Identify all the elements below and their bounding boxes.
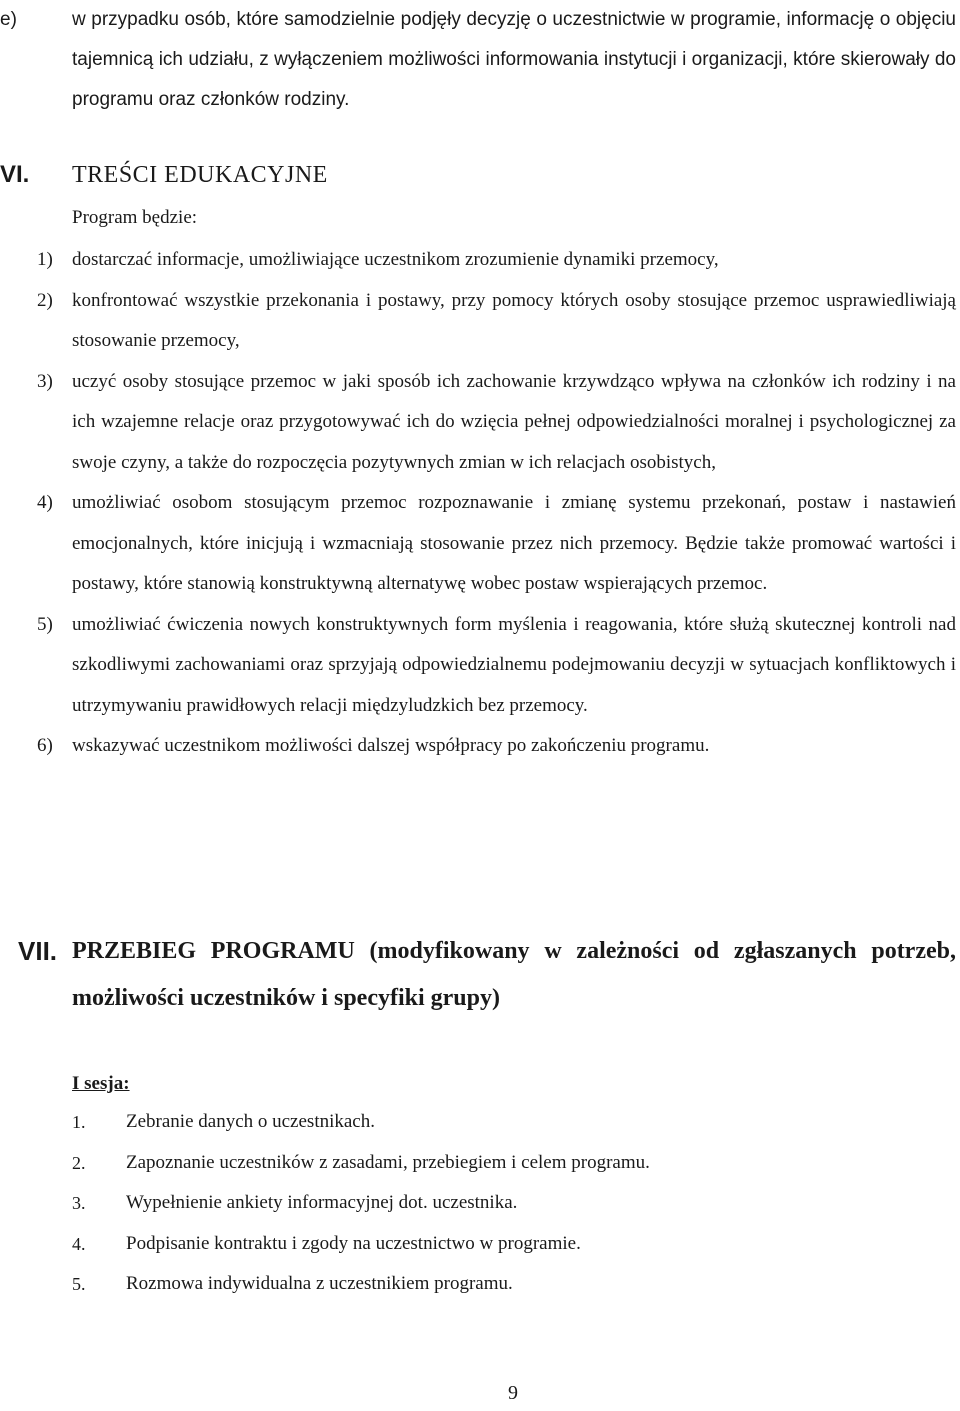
- list-item-text: umożliwiać osobom stosującym przemoc rozpoznawanie i zmianę systemu przekonań, postaw i nastawień emocjonalnych, które inicjują i wzmacniają stosowanie przez nich przemocy. Będzie także promować wartości i postawy, które stanowią konstruktywną alternatywę wobec postaw wspierających przemoc.: [72, 492, 956, 594]
- section-title: PRZEBIEG PROGRAMU (modyfikowany w zależności od zgłaszanych potrzeb, możliwości uczestników i specyfiki grupy): [72, 938, 956, 1011]
- list-item-number: 1.: [72, 1112, 86, 1132]
- list-item-text: dostarczać informacje, umożliwiające uczestnikom zrozumienie dynamiki przemocy,: [72, 249, 719, 270]
- section-number: VII.: [18, 936, 58, 966]
- list-item-text: uczyć osoby stosujące przemoc w jaki sposób ich zachowanie krzywdząco wpływa na członków ich rodziny i na ich wzajemne relacje oraz przygotowywać ich do wzięcia pełnej odpowiedzialności moralnej i psychologicznej za swoje czyny, a także do rozpoczęcia pozytywnych zmian w ich relacjach osobistych,: [72, 370, 956, 473]
- list-item: [0, 605, 960, 727]
- list-item-number: 5): [37, 613, 53, 635]
- list-item-text: umożliwiać ćwiczenia nowych konstruktywnych form myślenia i reagowania, które służą skutecznej kontroli nad szkodliwymi zachowaniami oraz sprzyjają odpowiedzialnemu podejmowaniu decyzji w sytuacjach konfliktowych i utrzymywaniu prawidłowych relacji międzyludzkich bez przemocy.: [72, 613, 956, 716]
- list-item: [0, 362, 960, 484]
- list-item: [0, 1102, 960, 1143]
- section-title: TREŚCI EDUKACYJNE: [72, 162, 328, 188]
- list-item-number: 4): [37, 492, 53, 513]
- list-item: [0, 1224, 960, 1265]
- list-item-text: konfrontować wszystkie przekonania i postawy, przy pomocy których osoby stosujące przemoc usprawiedliwiają stosowanie przemocy,: [72, 289, 956, 351]
- page-number: 9: [508, 1382, 518, 1404]
- list-item: [0, 1183, 960, 1224]
- session-label: I sesja:: [72, 1073, 130, 1094]
- list-item-number: 5.: [72, 1274, 86, 1294]
- list-item-number: 4.: [72, 1233, 86, 1254]
- list-item-text: wskazywać uczestnikom możliwości dalszej współpracy po zakończeniu programu.: [72, 735, 710, 756]
- list-item: [0, 240, 960, 281]
- list-item-text: Wypełnienie ankiety informacyjnej dot. uczestnika.: [126, 1192, 518, 1213]
- section-intro: Program będzie:: [72, 207, 198, 228]
- list-item-number: 2): [37, 289, 53, 311]
- list-item: [0, 1264, 960, 1305]
- list-item-number: 3.: [72, 1193, 86, 1213]
- list-item: [0, 483, 960, 605]
- list-item-number: 1): [37, 249, 53, 270]
- list-item-text: Zapoznanie uczestników z zasadami, przebiegiem i celem programu.: [126, 1151, 650, 1173]
- list-item-number: 2.: [72, 1152, 86, 1173]
- list-item-text: Podpisanie kontraktu i zgody na uczestnictwo w programie.: [126, 1232, 581, 1254]
- list-item-text: Zebranie danych o uczestnikach.: [126, 1111, 375, 1132]
- list-item-text: Rozmowa indywidualna z uczestnikiem programu.: [126, 1273, 513, 1294]
- list-item-number: 3): [37, 370, 53, 392]
- list-item-number: 6): [37, 735, 53, 756]
- section-number: VI.: [0, 161, 30, 188]
- list-item-marker: e): [0, 9, 17, 30]
- list-item: [0, 1143, 960, 1184]
- education-content-list: [0, 240, 960, 767]
- list-item: [0, 726, 960, 767]
- session-steps-list: [0, 1102, 960, 1305]
- list-item-text: w przypadku osób, które samodzielnie podjęły decyzję o uczestnictwie w programie, informację o objęciu tajemnicą ich udziału, z wyłączeniem możliwości informowania instytucji i organizacji, które skierowały do programu oraz członków rodziny.: [72, 9, 956, 110]
- list-item: [0, 281, 960, 362]
